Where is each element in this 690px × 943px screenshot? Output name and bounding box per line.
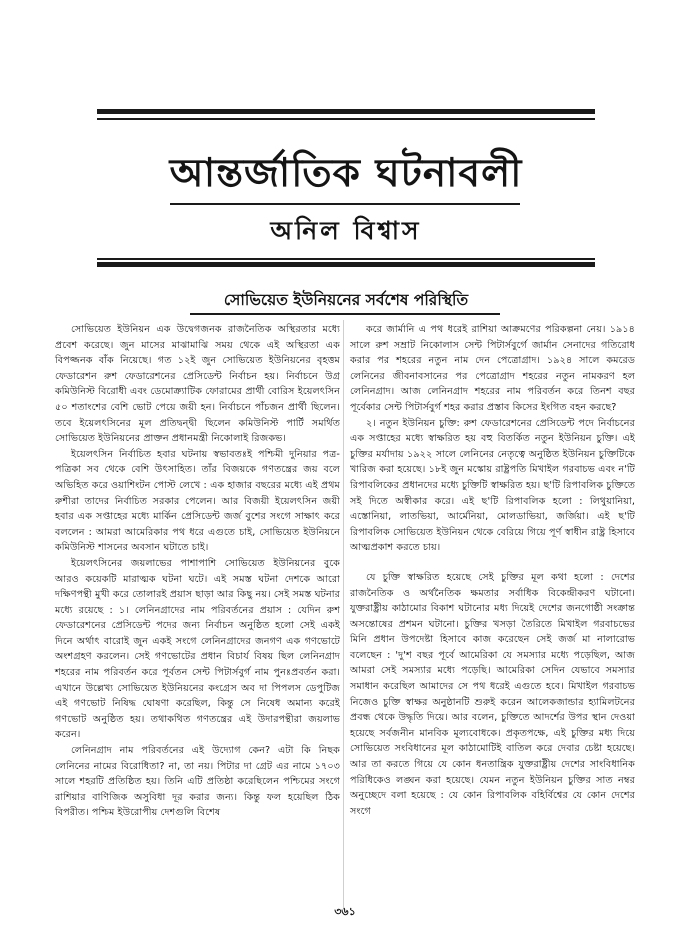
page-number: ৩৬১	[334, 905, 356, 918]
masthead-bottom-rule-thin	[97, 258, 595, 260]
section-heading: সোভিয়েত ইউনিয়নের সর্বশেষ পরিস্থিতি	[223, 291, 469, 309]
paragraph: ২। নতুন ইউনিয়ন চুক্তি: রুশ ফেডারেশনের প্রেসিডেন্ট পদে নির্বাচনের এক সপ্তাহের মধ্যে স্বাক্ষরিত হয় বহু বিতর্কিত নতুন ইউনিয়ন চুক্তি। এই চুক্তির মর্যাদায় ১৯২২ সালে লেনিনের নেতৃত্বে অনুষ্ঠিত ইউনিয়ন চুক্তিটিকে খারিজ করা হয়েছে। ১৮ই জুন মস্কোয় রাষ্ট্রপতি মিখাইল গরবাচভ এবং ন'টি রিপাবলিকের প্রধানদের মধ্যে চুক্তিটি স্বাক্ষরিত হয়। ছ'টি রিপাবলিক চুক্তিতে সই দিতে অস্বীকার করে। এই ছ'টি রিপাবলিক হলো : লিথুয়ানিয়া, এস্তোনিয়া, লাতভিয়া, আর্মেনিয়া, মোলডাভিয়া, জর্জিয়া। এই ছ'টি রিপাবলিক সোভিয়েত ইউনিয়ন থেকে বেরিয়ে গিয়ে পূর্ণ স্বাধীন রাষ্ট্র হিসাবে আত্মপ্রকাশ করতে চায়।	[350, 417, 635, 554]
article-author: অনিল বিশ্বাস	[270, 216, 422, 245]
masthead-top-rule-thin	[97, 118, 595, 120]
paragraph: লেনিনগ্রাদ নাম পরিবর্তনের এই উদ্যোগ কেন? এটা কি নিছক লেনিনের নামের বিরোধিতা? না, তা নয়। পিটার দা গ্রেট এর নামে ১৭০৩ সালে শহরটি প্রতিষ্ঠিত হয়। তিনি এটি প্রতিষ্ঠা করেছিলেন পশ্চিমের সংগে রাশিয়ার বাণিজিক অসুবিধা দূর করার জন্য। কিন্তু ফল হয়েছিল ঠিক বিপরীত। পশ্চিম ইউরোপীয় দেশগুলি বিশেষ	[55, 745, 340, 819]
article-title: আন্তর্জাতিক ঘটনাবলী	[169, 151, 523, 196]
column-left	[55, 322, 340, 821]
column-divider	[343, 320, 344, 910]
paragraph-spacer	[350, 556, 635, 570]
masthead-bottom-rule-thick	[97, 262, 595, 267]
paragraph: ইয়েলৎসিনের জয়লাভের পাশাপাশি সোভিয়েত ইউনিয়নের বুকে আরও কয়েকটি মারাত্মক ঘটনা ঘটে। এই সমস্ত ঘটনা দেশকে আরো দক্ষিণপন্থী মুখী করে তোলারই প্রয়াস ছাড়া আর কিছু নয়। সেই সমস্ত ঘটনার মধ্যে রয়েছে : ১। লেনিনগ্রাদের নাম পরিবর্তনের প্রয়াস : যেদিন রুশ ফেডারেশনের প্রেসিডেন্ট পদের জন্য নির্বাচন অনুষ্ঠিত হলো সেই একই দিনে অর্থাৎ বারোই জুন একই সংগে লেনিনগ্রাদের জনগণ এক গণভোটে অংশগ্রহণ করলেন। সেই গণভোটের প্রধান বিচার্য বিষয় ছিল লেনিনগ্রাদ শহরের নাম পরিবর্তন করে পূর্বতন সেন্ট পিটার্সবুর্গ নাম পুনঃপ্রবর্তন করা। এখানে উল্লেখ্য সোভিয়েত ইউনিয়নের কংগ্রেস অব দা পিপলস ডেপুটিজ এই গণভোট নিষিদ্ধ ঘোষণা করেছিল, কিন্তু সে নিষেধ অমান্য করেই গণভোট অনুষ্ঠিত হয়। তথাকথিত গণতন্ত্রের এই উদারপন্থীরা জয়লাভ করেন।	[55, 557, 340, 741]
column-right	[350, 322, 635, 819]
section-heading-underline	[190, 313, 500, 315]
paragraph: যে চুক্তি স্বাক্ষরিত হয়েছে সেই চুক্তির মূল কথা হলো : দেশের রাজনৈতিক ও অর্থনৈতিক ক্ষমতার সর্বাধিক বিকেন্দ্রীকরণ ঘটানো। যুক্তরাষ্ট্রীয় কাঠামোর বিকাশ ঘটানোর মধ্য দিয়েই দেশের জনগোষ্ঠী সংক্রান্ত অসন্তোষের প্রশমন ঘটানো। চুক্তির খসড়া তৈরিতে মিখাইল গরবাচভের মিনি প্রধান উপদেষ্টা হিসাবে কাজ করেছেন সেই জর্জ মা নালারোভ বলেছেন : 'দু'শ বছর পূর্বে আমেরিকা যে সমস্যার মধ্যে পড়েছিল, আজ আমরা সেই সমস্যার মধ্যে পড়েছি। আমেরিকা সেদিন যেভাবে সমস্যার সমাধান করেছিল আমাদের সে পথ ধরেই এগুতে হবে। মিখাইল গরবাচভ নিজেও চুক্তি স্বাক্ষর অনুষ্ঠানটি শুরুই করেন আলেকজান্ডার হ্যামিলটনের প্রবন্ধ থেকে উদ্ধৃতি দিয়ে। আর বলেন, চুক্তিতে আদর্শের উপর স্থান দেওয়া হয়েছে সর্বজনীন মানবিক মূল্যবোধকে। প্রকৃতপক্ষে, এই চুক্তির মধ্য দিয়ে সোভিয়েত সংবিধানের মূল কাঠামোটিই বাতিল করে দেবার চেষ্টা হয়েছে। আর তা করতে গিয়ে যে কোন ধনতান্ত্রিক যুক্তরাষ্ট্রীয় দেশের সাংবিধানিক পরিধিকেও লঙ্ঘন করা হয়েছে। যেমন নতুন ইউনিয়ন চুক্তির সাত নম্বর অনুচ্ছেদে বলা হয়েছে : যে কোন রিপাবলিক বহির্বিশ্বের যে কোন দেশের সংগে	[350, 571, 635, 817]
title-underline	[170, 203, 520, 205]
paragraph: করে জার্মানি এ পথ ধরেই রাশিয়া আক্রমণের পরিকল্পনা নেয়। ১৯১৪ সালে রুশ সম্রাট নিকোলাস সেন্ট পিটার্সবুর্গে জার্মান সেনাদের গতিরোধ করার পর শহরের নতুন নাম দেন পেত্রোগ্রাদ। ১৯২৪ সালে কমরেড লেনিনের জীবনাবসানের পর পেত্রোগ্রাদ শহরের নতুন নামকরণ হল লেনিনগ্রাদ। আজ লেনিনগ্রাদ শহরের নাম পরিবর্তন করে তিনশ বছর পূর্বেকার সেন্ট পিটার্সবুর্গ শহর করার প্রস্তাব কিসের ইংগিত বহন করছে?	[350, 324, 635, 413]
masthead-top-rule-thick	[97, 109, 595, 114]
paragraph: সোভিয়েত ইউনিয়ন এক উদ্বেগজনক রাজনৈতিক অস্থিরতার মধ্যে প্রবেশ করেছে। জুন মাসের মাঝামাঝি সময় থেকে এই অস্থিরতা এক বিপজ্জনক বাঁক নিয়েছে। গত ১২ই জুন সোভিয়েত ইউনিয়নের বৃহত্তম ফেডারেশন রুশ ফেডারেশনের প্রেসিডেন্ট নির্বাচন হয়। নির্বাচনে উগ্র কমিউনিস্ট বিরোধী এবং ডেমোক্র্যাটিক ফোরামের প্রার্থী বোরিস ইয়েলৎসিন ৫০ শতাংশের বেশি ভোট পেয়ে জয়ী হন। নির্বাচনে পাঁচজন প্রার্থী ছিলেন। তবে ইয়েলৎসিনের মূল প্রতিদ্বন্দ্বী ছিলেন কমিউনিস্ট পার্টি সমর্থিত সোভিয়েত ইউনিয়নের প্রাক্তন প্রধানমন্ত্রী নিকোলাই রিজকভ।	[55, 324, 340, 445]
paragraph: ইয়েলৎসিন নির্বাচিত হবার ঘটনায় স্বভাবতঃই পশ্চিমী দুনিয়ার পত্র-পত্রিকা সব থেকে বেশি উৎসাহিত। তাঁর বিজয়কে গণতন্ত্রের জয় বলে অভিহিত করে ওয়াশিংটন পোস্ট লেখে : এক হাজার বছরের মধ্যে এই প্রথম রুশীরা তাদের নির্বাচিত সরকার পেলেন। আর বিজয়ী ইয়েলৎসিন জয়ী হবার এক সপ্তাহের মধ্যে মার্কিন প্রেসিডেন্ট জর্জ বুশের সংগে সাক্ষাৎ করে বললেন : আমরা আমেরিকার পথ ধরে এগুতে চাই, সোভিয়েত ইউনিয়নে কমিউনিস্ট শাসনের অবসান ঘটাতে চাই।	[55, 448, 340, 554]
